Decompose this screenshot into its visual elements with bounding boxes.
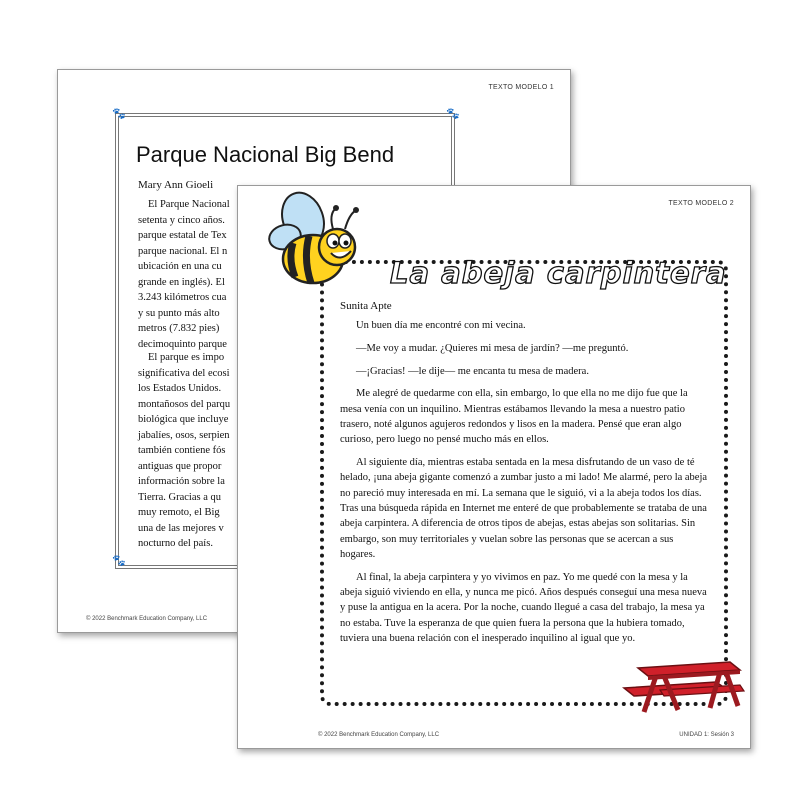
page2-title: La abeja carpintera [390,256,727,290]
text-line: montañosos del parqu [138,398,231,410]
text-line: 3.243 kilómetros cua [138,292,227,303]
text-line: parque nacional. El n [138,245,228,257]
page2-label: TEXTO MODELO 2 [668,200,734,207]
page2-author: Sunita Apte [340,300,392,312]
page1-author: Mary Ann Gioeli [138,179,214,191]
text-line: Tierra. Gracias a qu [138,491,222,503]
text-line: significativa del ecosi [138,367,230,379]
text-line: ubicación en una cu [138,261,222,272]
text-line: setenta y cinco años. [138,214,225,226]
page1-label: TEXTO MODELO 1 [488,84,554,91]
text-line: grande en inglés). El [138,276,225,288]
paw-print-icon: 🐾 [112,108,126,120]
page2-paragraph: Un buen día me encontré con mi vecina. [356,320,526,331]
text-line: los Estados Unidos. [138,383,222,394]
text-line: antiguas que propor [138,460,222,472]
text-line: nocturno del país. [138,538,213,549]
page2-paragraph: —¡Gracias! —le dije— me encanta tu mesa de madera. [356,365,589,377]
text-line: El Parque Nacional [148,199,230,210]
text-line: metros (7.832 pies) [138,323,220,334]
text-line: muy remoto, el Big [138,507,220,518]
text-line: biológica que incluye [138,414,229,425]
page2-paragraph: Me alegré de quedarme con ella, sin embargo, lo que ella no me dijo fue que la mesa venía con un inquilino. Mientras estábamos llevando la mesa a nuestro patio trasero, noté algunos agujeros redondos y lisos en la madera. Pensé que eran algo curioso, pero luego no pensé mucho más en ellos. [340,388,688,446]
paw-print-icon: 🐾 [112,555,126,567]
text-line: decimoquinto parque [138,338,227,350]
page2-body [340,318,710,654]
text-line: y su punto más alto [138,307,220,319]
page2-paragraph: —Me voy a mudar. ¿Quieres mi mesa de jardín? —me preguntó. [356,342,629,354]
page2-footer-right: UNIDAD 1: Sesión 3 [679,732,734,738]
paw-print-icon: 🐾 [446,108,460,120]
text-line: también contiene fós [138,445,226,456]
page1-title: Parque Nacional Big Bend [136,142,395,167]
text-line: información sobre la [138,476,225,487]
page2-paragraph: Al siguiente día, mientras estaba sentada en la mesa disfrutando de un vaso de té helado, ¡una abeja gigante comenzó a zumbar justo a mi lado! Me alarmé, pero la abeja no pareció muy interesada en mí. La semana que le siguió, vi a la abeja todos los días. Tras una búsqueda rápida en Internet me enteré de que probablemente se trataba de una abeja carpintera. A diferencia de otros tipos de abejas, estas abejas son solitarias. Sin embargo, son muy territoriales y vuelan sobre las personas que se acercan a sus hogares. [340,457,708,560]
text-line: una de las mejores v [138,522,224,534]
text-line: El parque es impo [148,352,225,363]
picnic-table-icon [620,654,745,716]
page-texto-modelo-2 [237,185,751,749]
bee-illustration-icon [263,191,373,291]
page2-paragraph: Al final, la abeja carpintera y yo vivimos en paz. Yo me quedé con la mesa y la abeja siguió viviendo en ella, y nunca me picó. Años después conseguí una mesa nueva y puse la antigua en la acera. Por la noche, cuando llegué a casa del trabajo, la mesa ya no estaba. Tuve la esperanza de que quien fuera la persona que la hubiera tomado, tuviera una buena relación con el inesperado inquilino al igual que yo. [340,571,707,644]
page2-footer-left: © 2022 Benchmark Education Company, LLC [318,732,440,738]
text-line: jabalíes, osos, serpien [138,429,230,441]
text-line: parque estatal de Tex [138,230,227,241]
page1-footer: © 2022 Benchmark Education Company, LLC [86,616,208,622]
